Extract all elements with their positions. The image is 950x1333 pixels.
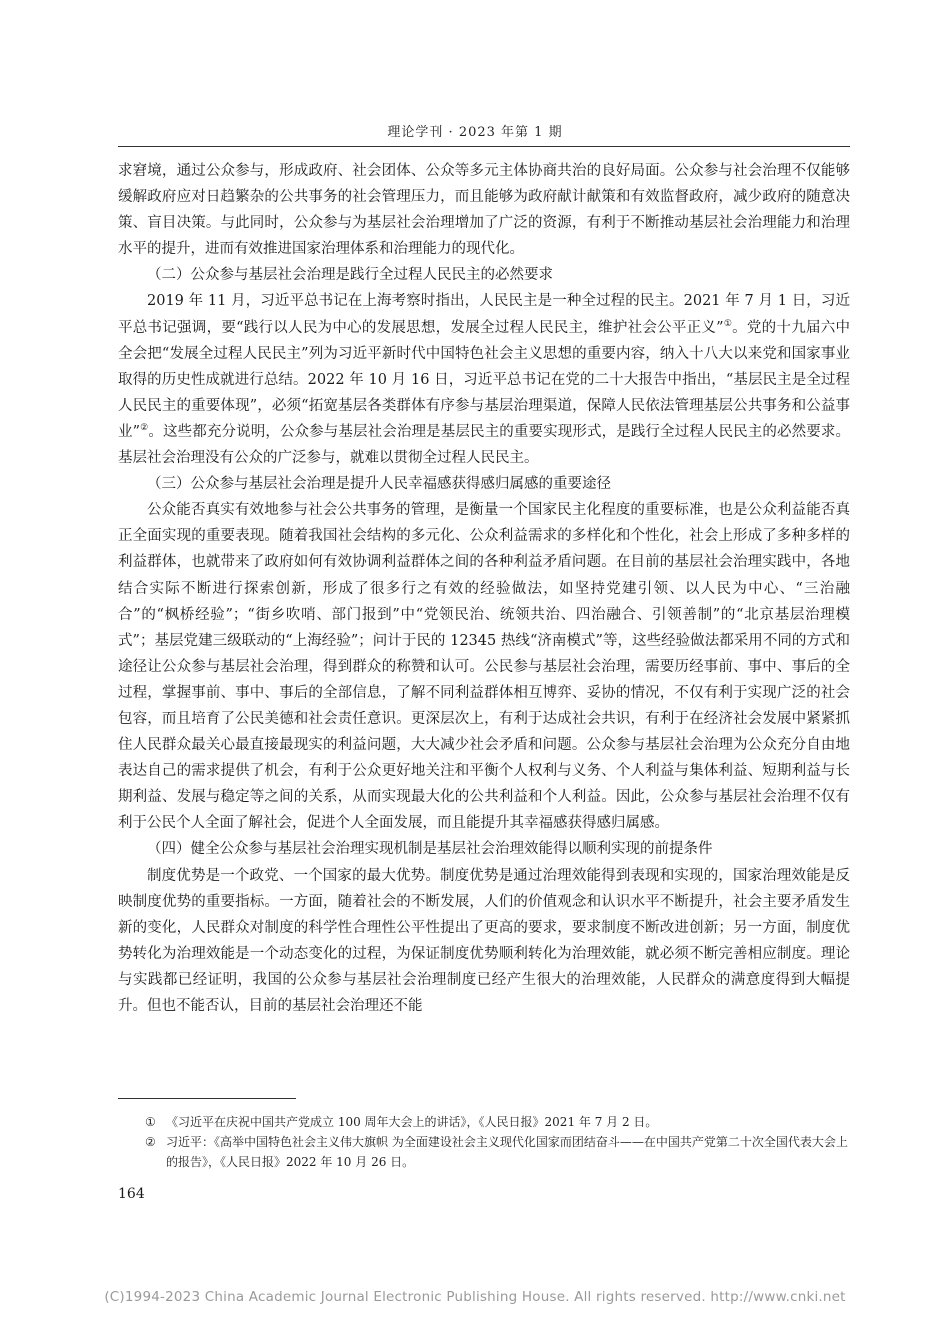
paragraph-2-part-c: 。这些都充分说明，公众参与基层社会治理是基层民主的重要实现形式，是践行全过程人民民主的必然要求。基层社会治理没有公众的广泛参与，就难以贯彻全过程人民民主。 xyxy=(118,423,850,467)
paragraph-2 xyxy=(118,288,850,471)
section-heading-4: （四）健全公众参与基层社会治理实现机制是基层社会治理效能得以顺利实现的前提条件 xyxy=(147,841,713,858)
copyright-notice: (C)1994-2023 China Academic Journal Electronic Publishing House. All rights reserved. http://www.cnki.net xyxy=(104,1289,846,1305)
section-heading-2: （二）公众参与基层社会治理是践行全过程人民民主的必然要求 xyxy=(147,267,553,284)
footnote-2-mark: ② xyxy=(145,1135,156,1149)
running-head: 理论学刊 · 2023 年第 1 期 xyxy=(387,125,563,140)
section-heading-3: （三）公众参与基层社会治理是提升人民幸福感获得感归属感的重要途径 xyxy=(147,476,611,493)
paragraph-3: 公众能否真实有效地参与社会公共事务的管理，是衡量一个国家民主化程度的重要标准，也是公众利益能否真正全面实现的重要表现。随着我国社会结构的多元化、公众利益需求的多样化和个性化，社会上形成了多种多样的利益群体，也就带来了政府如何有效协调利益群体之间的各种利益矛盾问题。在目前的基层社会治理实践中，各地结合实际不断进行探索创新，形成了很多行之有效的经验做法，如坚持党建引领、以人民为中心、“三治融合”的“枫桥经验”；“街乡吹哨、部门报到”中“党领民治、统领共治、四治融合、引领善制”的“北京基层治理模式”；基层党建三级联动的“上海经验”；问计于民的 12345 热线“济南模式”等，这些经验做法都采用不同的方式和途径让公众参与基层社会治理，得到群众的称赞和认可。公民参与基层社会治理，需要历经事前、事中、事后的全过程，掌握事前、事中、事后的全部信息，了解不同利益群体相互博弈、妥协的情况，不仅有利于实现广泛的社会包容，而且培育了公民美德和社会责任意识。更深层次上，有利于达成社会共识，有利于在经济社会发展中紧紧抓住人民群众最关心最直接最现实的利益问题，大大减少社会矛盾和问题。公众参与基层社会治理为公众充分自由地表达自己的需求提供了机会，有利于公众更好地关注和平衡个人权利与义务、个人利益与集体利益、短期利益与长期利益、发展与稳定等之间的关系，从而实现最大化的公共利益和个人利益。因此，公众参与基层社会治理不仅有利于公民个人全面了解社会，促进个人全面发展，而且能提升其幸福感获得感归属感。 xyxy=(118,502,850,832)
footnote-2-text: 习近平：《高举中国特色社会主义伟大旗帜 为全面建设社会主义现代化国家而团结奋斗——在中国共产党第二十次全国代表大会上的报告》，《人民日报》2022 年 10 月 26 日。 xyxy=(166,1135,848,1169)
footnote-2 xyxy=(118,1132,850,1172)
paragraph-4: 制度优势是一个政党、一个国家的最大优势。制度优势是通过治理效能得到表现和实现的，国家治理效能是反映制度优势的重要指标。一方面，随着社会的不断发展，人们的价值观念和认识水平不断提升，社会主要矛盾发生新的变化，人民群众对制度的科学性合理性公平性提出了更高的要求，要求制度不断改进创新；另一方面，制度优势转化为治理效能是一个动态变化的过程，为保证制度优势顺利转化为治理效能，就必须不断完善相应制度。理论与实践都已经证明，我国的公众参与基层社会治理制度已经产生很大的治理效能，人民群众的满意度得到大幅提升。但也不能否认，目前的基层社会治理还不能 xyxy=(118,867,850,1014)
footnote-1-mark: ① xyxy=(145,1115,156,1129)
footnote-ref-2[interactable]: ② xyxy=(140,423,149,434)
footnotes xyxy=(118,1112,850,1172)
footnote-rule xyxy=(118,1098,296,1099)
page-number: 164 xyxy=(118,1186,145,1202)
article-body xyxy=(118,158,850,1019)
footnote-1-text: 《习近平在庆祝中国共产党成立 100 周年大会上的讲话》，《人民日报》2021 年 7 月 2 日。 xyxy=(166,1115,658,1129)
header-rule xyxy=(118,146,850,147)
paragraph-2-part-a: 2019 年 11 月，习近平总书记在上海考察时指出，人民民主是一种全过程的民主。2021 年 7 月 1 日，习近平总书记强调，要“践行以人民为中心的发展思想，发展全过程人民民主，维护社会公平正义” xyxy=(118,293,850,336)
footnote-ref-1[interactable]: ① xyxy=(723,318,733,329)
footnote-1 xyxy=(118,1112,850,1132)
paragraph-continuation: 求窘境，通过公众参与，形成政府、社会团体、公众等多元主体协商共治的良好局面。公众参与社会治理不仅能够缓解政府应对日趋繁杂的公共事务的社会管理压力，而且能够为政府献计献策和有效监督政府，减少政府的随意决策、盲目决策。与此同时，公众参与为基层社会治理增加了广泛的资源，有利于不断推动基层社会治理能力和治理水平的提升，进而有效推进国家治理体系和治理能力的现代化。 xyxy=(118,163,850,258)
paragraph-2-part-b: 。党的十九届六中全会把“发展全过程人民民主”列为习近平新时代中国特色社会主义思想的重要内容，纳入十八大以来党和国家事业取得的历史性成就进行总结。2022 年 10 月 16 日，习近平总书记在党的二十大报告中指出，“基层民主是全过程人民民主的重要体现”，必须“拓宽基层各类群体有序参与基层治理渠道，保障人民依法管理基层公共事务和公益事业” xyxy=(118,319,850,440)
